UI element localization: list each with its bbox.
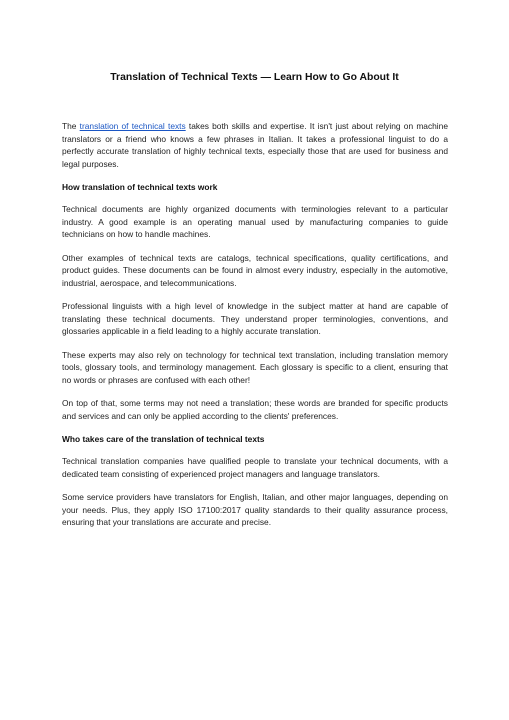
- intro-text-end: takes both skills and expertise. It isn't just about relying on machine translators or a friend who knows a few phrases in Italian. It takes a professional linguist to do a perfectly accurate translation of highly technical texts, especially those that are used for business and legal purposes.: [62, 121, 448, 169]
- body-paragraph: Some service providers have translators for English, Italian, and other major languages, depending on your needs. Plus, they apply ISO 17100:2017 quality standards to their quality assurance process, ensuring that your translations are accurate and precise.: [62, 492, 448, 527]
- body-paragraph: Professional linguists with a high level of knowledge in the subject matter at hand are capable of translating these technical documents. They understand proper terminologies, conventions, and glossaries applicable in a field leading to a highly accurate translation.: [62, 301, 448, 336]
- section-heading-how-it-works: How translation of technical texts work: [62, 182, 218, 192]
- page-title: Translation of Technical Texts — Learn How to Go About It: [110, 72, 399, 83]
- translation-link[interactable]: translation of technical texts: [79, 121, 186, 131]
- section-heading-who-takes-care: Who takes care of the translation of technical texts: [62, 434, 265, 444]
- document-body: [62, 120, 448, 540]
- body-paragraph: Technical documents are highly organized documents with terminologies relevant to a particular industry. A good example is an operating manual used by manufacturing companies to guide technicians on how to handle machines.: [62, 204, 448, 239]
- intro-paragraph: [62, 120, 448, 170]
- body-paragraph: These experts may also rely on technology for technical text translation, including translation memory tools, glossary tools, and terminology management. Each glossary is specific to a client, ensuring that no words or phrases are confused with each other!: [62, 349, 448, 385]
- body-paragraph: Other examples of technical texts are catalogs, technical specifications, quality certifications, and product guides. These documents can be found in almost every industry, especially in the automotive, industrial, aerospace, and telecommunications.: [62, 252, 448, 288]
- body-paragraph: On top of that, some terms may not need a translation; these words are branded for specific products and services and can only be applied according to the clients' preferences.: [62, 398, 448, 421]
- intro-text-start: The: [62, 121, 80, 131]
- body-paragraph: Technical translation companies have qualified people to translate your technical documents, with a dedicated team consisting of experienced project managers and language translators.: [62, 456, 448, 479]
